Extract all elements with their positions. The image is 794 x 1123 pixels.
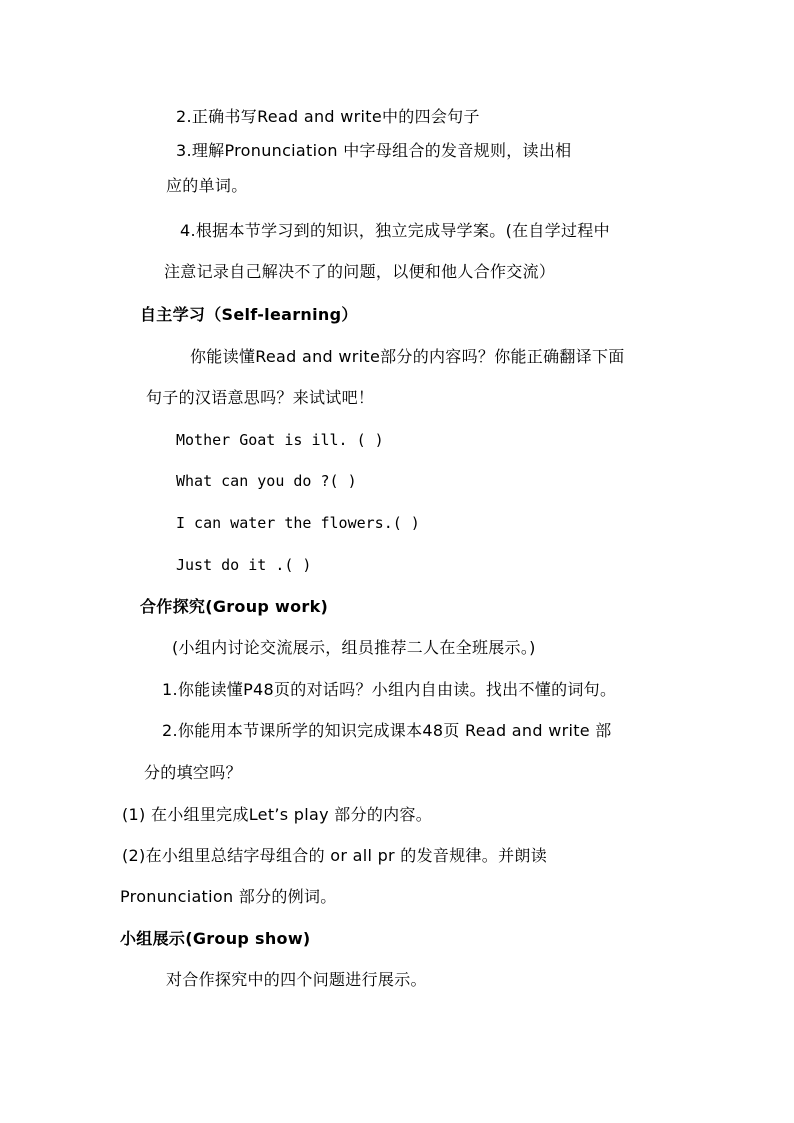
- self-learning-intro-line-2: 句子的汉语意思吗？来试试吧！: [146, 388, 375, 407]
- group-work-task-1: (1) 在小组里完成Let’s play 部分的内容。: [122, 805, 433, 824]
- group-work-question-2-line-2: 分的填空吗？: [144, 763, 242, 782]
- practice-sentence: Just do it .( ): [176, 556, 312, 574]
- group-work-heading: 合作探究(Group work): [140, 597, 329, 616]
- objective-item-4-line-2: 注意记录自己解决不了的问题，以便和他人合作交流）: [164, 262, 556, 281]
- group-work-question-2-line-1: 2.你能用本节课所学的知识完成课本48页 Read and write 部: [162, 721, 612, 740]
- group-work-task-2-line-2: Pronunciation 部分的例词。: [120, 887, 337, 906]
- group-work-question-1: 1.你能读懂P48页的对话吗？小组内自由读。找出不懂的词句。: [162, 680, 617, 699]
- group-show-text: 对合作探究中的四个问题进行展示。: [166, 970, 427, 989]
- practice-sentence: Mother Goat is ill. ( ): [176, 431, 384, 449]
- self-learning-intro-line-1: 你能读懂Read and write部分的内容吗？你能正确翻译下面: [190, 347, 625, 366]
- group-work-task-2-line-1: (2)在小组里总结字母组合的 or all pr 的发音规律。并朗读: [122, 846, 548, 865]
- objective-item-3-line-1: 3.理解Pronunciation 中字母组合的发音规则，读出相: [176, 141, 572, 160]
- objective-item-2: 2.正确书写Read and write中的四会句子: [176, 107, 480, 126]
- objective-item-4-line-1: 4.根据本节学习到的知识，独立完成导学案。(在自学过程中: [180, 221, 610, 240]
- self-learning-heading: 自主学习（Self-learning）: [140, 305, 358, 324]
- group-show-heading: 小组展示(Group show): [120, 929, 311, 948]
- practice-sentence: What can you do ?( ): [176, 472, 357, 490]
- practice-sentence: I can water the flowers.( ): [176, 514, 420, 532]
- group-work-note: (小组内讨论交流展示，组员推荐二人在全班展示。): [172, 638, 536, 657]
- objective-item-3-line-2: 应的单词。: [166, 176, 248, 195]
